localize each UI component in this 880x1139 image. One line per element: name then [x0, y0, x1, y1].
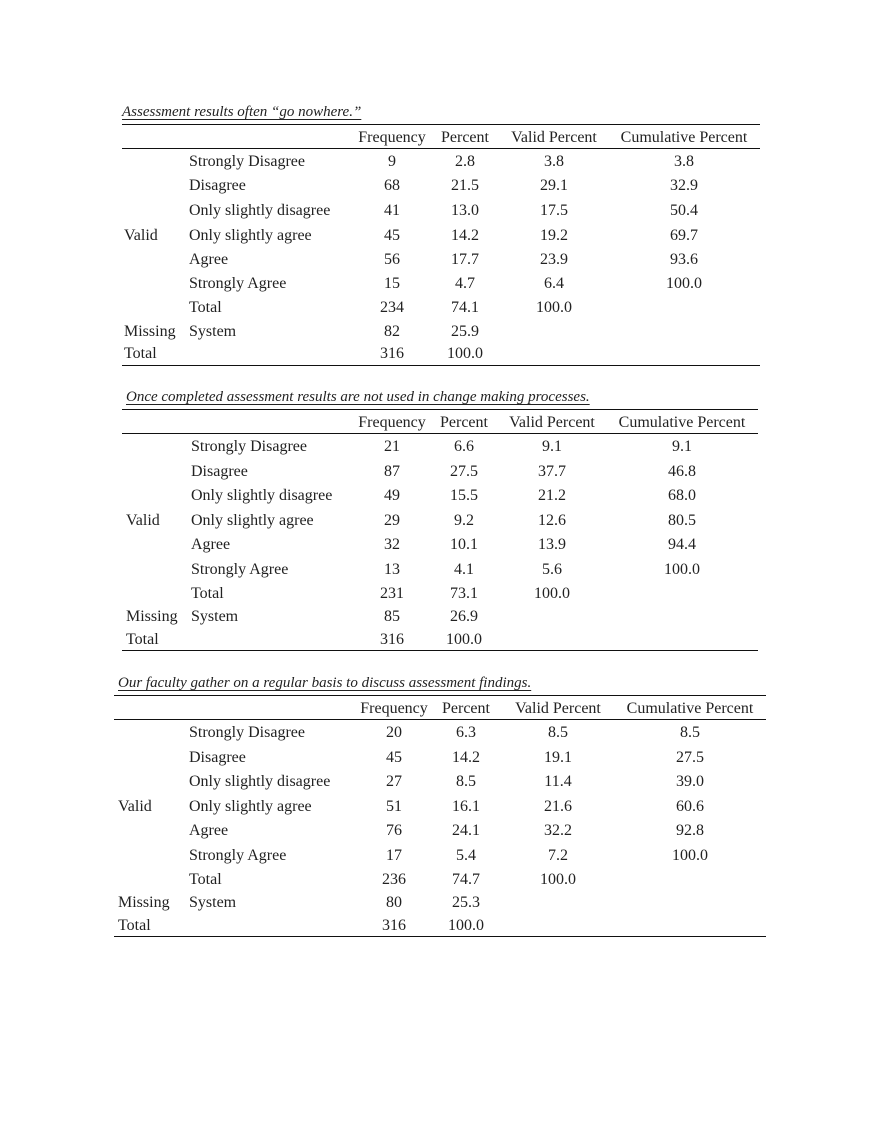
group-valid: Valid — [118, 798, 152, 815]
header-percent: Percent — [440, 414, 488, 431]
row-frequency: 49 — [384, 487, 400, 504]
frequency-table-2 — [122, 389, 758, 651]
header-rule — [122, 433, 758, 434]
table-title: Assessment results often “go nowhere.” — [122, 104, 362, 120]
row-cumulative-percent: 100.0 — [664, 561, 700, 578]
frequency-table-1 — [122, 104, 760, 366]
row-percent: 14.2 — [451, 227, 479, 244]
row-valid-percent: 17.5 — [540, 202, 568, 219]
row-cumulative-percent: 46.8 — [668, 463, 696, 480]
bottom-rule — [122, 365, 760, 366]
row-cumulative-percent: 94.4 — [668, 536, 696, 553]
row-frequency: 236 — [382, 871, 406, 888]
missing-frequency: 80 — [386, 894, 402, 911]
row-percent: 4.1 — [454, 561, 474, 578]
header-percent: Percent — [442, 700, 490, 717]
row-valid-percent: 3.8 — [544, 153, 564, 170]
grand-total-label: Total — [118, 917, 151, 934]
row-percent: 4.7 — [455, 275, 475, 292]
row-percent: 74.1 — [451, 299, 479, 316]
header-frequency: Frequency — [358, 129, 426, 146]
grand-total-percent: 100.0 — [446, 631, 482, 648]
missing-percent: 25.3 — [452, 894, 480, 911]
row-label: Agree — [191, 536, 231, 553]
header-percent: Percent — [441, 129, 489, 146]
row-percent: 27.5 — [450, 463, 478, 480]
row-frequency: 41 — [384, 202, 400, 219]
row-percent: 10.1 — [450, 536, 478, 553]
row-cumulative-percent: 93.6 — [670, 251, 698, 268]
row-valid-percent: 19.1 — [544, 749, 572, 766]
row-valid-percent: 100.0 — [536, 299, 572, 316]
row-frequency: 45 — [386, 749, 402, 766]
row-cumulative-percent: 100.0 — [666, 275, 702, 292]
row-cumulative-percent: 3.8 — [674, 153, 694, 170]
row-cumulative-percent: 60.6 — [676, 798, 704, 815]
row-valid-percent: 100.0 — [540, 871, 576, 888]
header-valid-percent: Valid Percent — [511, 129, 597, 146]
top-rule — [122, 409, 758, 410]
header-cumulative-percent: Cumulative Percent — [620, 129, 748, 146]
header-frequency: Frequency — [360, 700, 428, 717]
row-label: Strongly Disagree — [189, 724, 305, 741]
header-cumulative-percent: Cumulative Percent — [618, 414, 746, 431]
header-rule — [122, 148, 760, 149]
row-valid-percent: 8.5 — [548, 724, 568, 741]
row-frequency: 21 — [384, 438, 400, 455]
row-cumulative-percent: 68.0 — [668, 487, 696, 504]
grand-total-frequency: 316 — [380, 345, 404, 362]
row-frequency: 76 — [386, 822, 402, 839]
grand-total-percent: 100.0 — [447, 345, 483, 362]
row-percent: 16.1 — [452, 798, 480, 815]
row-valid-percent: 6.4 — [544, 275, 564, 292]
row-valid-percent: 21.2 — [538, 487, 566, 504]
row-cumulative-percent: 80.5 — [668, 512, 696, 529]
row-valid-percent: 9.1 — [542, 438, 562, 455]
row-percent: 14.2 — [452, 749, 480, 766]
row-frequency: 68 — [384, 177, 400, 194]
frequency-table-3 — [114, 675, 766, 937]
table-title: Once completed assessment results are not used in change making processes. — [126, 389, 590, 405]
row-cumulative-percent: 32.9 — [670, 177, 698, 194]
row-cumulative-percent: 50.4 — [670, 202, 698, 219]
row-valid-percent: 23.9 — [540, 251, 568, 268]
row-label: Strongly Agree — [189, 847, 287, 864]
row-cumulative-percent: 8.5 — [680, 724, 700, 741]
row-frequency: 231 — [380, 585, 404, 602]
row-frequency: 9 — [388, 153, 396, 170]
header-valid-percent: Valid Percent — [509, 414, 595, 431]
header-frequency: Frequency — [358, 414, 426, 431]
row-frequency: 87 — [384, 463, 400, 480]
row-valid-percent: 37.7 — [538, 463, 566, 480]
row-valid-percent: 32.2 — [544, 822, 572, 839]
row-frequency: 29 — [384, 512, 400, 529]
group-valid: Valid — [126, 512, 160, 529]
row-percent: 5.4 — [456, 847, 476, 864]
row-percent: 15.5 — [450, 487, 478, 504]
row-cumulative-percent: 39.0 — [676, 773, 704, 790]
grand-total-percent: 100.0 — [448, 917, 484, 934]
row-frequency: 17 — [386, 847, 402, 864]
row-valid-percent: 13.9 — [538, 536, 566, 553]
header-cumulative-percent: Cumulative Percent — [626, 700, 754, 717]
row-frequency: 15 — [384, 275, 400, 292]
row-label: Strongly Disagree — [189, 153, 305, 170]
grand-total-frequency: 316 — [382, 917, 406, 934]
row-percent: 2.8 — [455, 153, 475, 170]
row-percent: 6.6 — [454, 438, 474, 455]
row-frequency: 51 — [386, 798, 402, 815]
row-frequency: 45 — [384, 227, 400, 244]
row-valid-percent: 7.2 — [548, 847, 568, 864]
missing-label: System — [191, 608, 239, 625]
group-missing: Missing — [126, 608, 178, 625]
missing-percent: 25.9 — [451, 323, 479, 340]
row-label: Only slightly disagree — [189, 773, 331, 790]
row-percent: 8.5 — [456, 773, 476, 790]
row-percent: 24.1 — [452, 822, 480, 839]
row-valid-percent: 21.6 — [544, 798, 572, 815]
grand-total-label: Total — [124, 345, 157, 362]
row-label: Disagree — [189, 749, 246, 766]
row-frequency: 32 — [384, 536, 400, 553]
header-valid-percent: Valid Percent — [515, 700, 601, 717]
row-valid-percent: 19.2 — [540, 227, 568, 244]
header-rule — [114, 719, 766, 720]
row-valid-percent: 11.4 — [544, 773, 572, 790]
table-title: Our faculty gather on a regular basis to discuss assessment findings. — [118, 675, 532, 691]
row-frequency: 27 — [386, 773, 402, 790]
row-label: Agree — [189, 251, 229, 268]
row-percent: 17.7 — [451, 251, 479, 268]
row-label: Only slightly disagree — [191, 487, 333, 504]
row-label: Disagree — [191, 463, 248, 480]
row-frequency: 13 — [384, 561, 400, 578]
row-valid-percent: 12.6 — [538, 512, 566, 529]
row-label: Strongly Disagree — [191, 438, 307, 455]
row-percent: 73.1 — [450, 585, 478, 602]
missing-percent: 26.9 — [450, 608, 478, 625]
row-label: Strongly Agree — [189, 275, 287, 292]
grand-total-frequency: 316 — [380, 631, 404, 648]
group-valid: Valid — [124, 227, 158, 244]
row-label: Strongly Agree — [191, 561, 289, 578]
row-label: Only slightly agree — [189, 227, 312, 244]
row-label: Only slightly agree — [189, 798, 312, 815]
top-rule — [122, 124, 760, 125]
row-cumulative-percent: 69.7 — [670, 227, 698, 244]
row-cumulative-percent: 9.1 — [672, 438, 692, 455]
row-percent: 6.3 — [456, 724, 476, 741]
row-label: Only slightly agree — [191, 512, 314, 529]
row-frequency: 20 — [386, 724, 402, 741]
group-missing: Missing — [124, 323, 176, 340]
row-percent: 9.2 — [454, 512, 474, 529]
row-percent: 13.0 — [451, 202, 479, 219]
row-valid-percent: 29.1 — [540, 177, 568, 194]
row-frequency: 234 — [380, 299, 404, 316]
row-label: Total — [189, 871, 222, 888]
row-valid-percent: 100.0 — [534, 585, 570, 602]
missing-label: System — [189, 894, 237, 911]
row-cumulative-percent: 27.5 — [676, 749, 704, 766]
row-percent: 74.7 — [452, 871, 480, 888]
grand-total-label: Total — [126, 631, 159, 648]
missing-frequency: 82 — [384, 323, 400, 340]
missing-label: System — [189, 323, 237, 340]
bottom-rule — [122, 650, 758, 651]
row-valid-percent: 5.6 — [542, 561, 562, 578]
row-label: Agree — [189, 822, 229, 839]
row-frequency: 56 — [384, 251, 400, 268]
row-cumulative-percent: 92.8 — [676, 822, 704, 839]
row-label: Disagree — [189, 177, 246, 194]
group-missing: Missing — [118, 894, 170, 911]
row-label: Total — [189, 299, 222, 316]
missing-frequency: 85 — [384, 608, 400, 625]
row-label: Total — [191, 585, 224, 602]
row-label: Only slightly disagree — [189, 202, 331, 219]
bottom-rule — [114, 936, 766, 937]
row-percent: 21.5 — [451, 177, 479, 194]
top-rule — [114, 695, 766, 696]
row-cumulative-percent: 100.0 — [672, 847, 708, 864]
